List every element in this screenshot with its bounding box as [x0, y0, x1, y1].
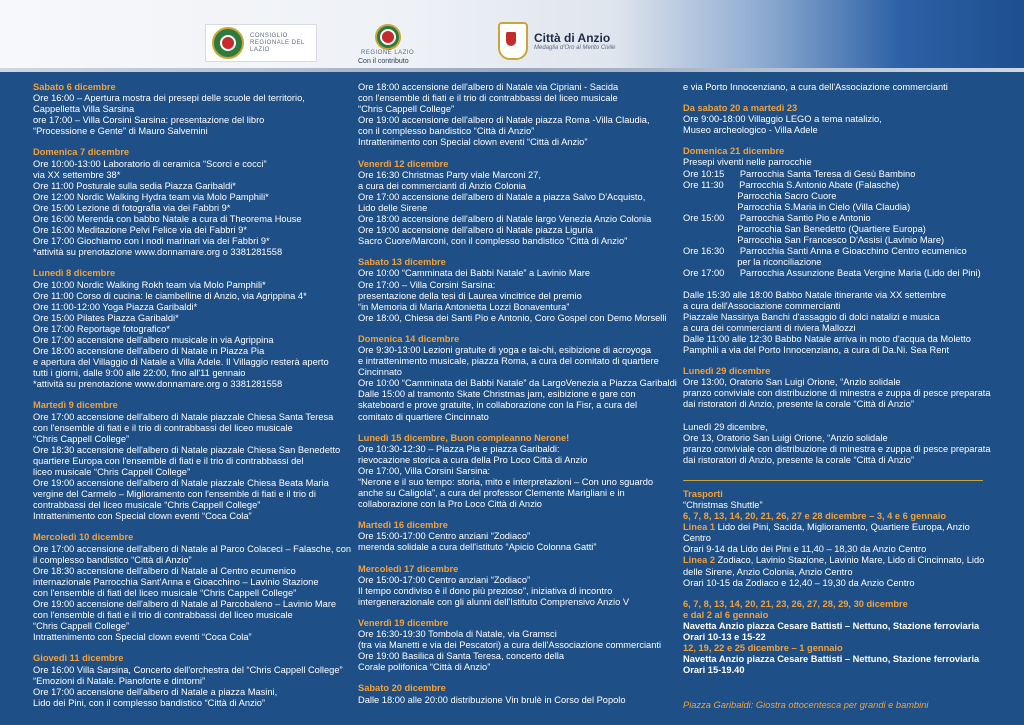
event-line: Ore 10:00 “Camminata dei Babbi Natale” a Lavinio Mare: [358, 268, 591, 279]
event-block: [683, 366, 993, 466]
program-content: [0, 82, 1024, 722]
footer-note: Piazza Garibaldi: Giostra ottocentesca per grandi e bambini: [683, 700, 929, 711]
event-line: Pamphili a via del Porto Innocenziano, a cura di Da.Ni. Sea Rent: [683, 344, 950, 355]
event-line: rievocazione storica a cura della Pro Loco Città di Anzio: [358, 454, 588, 465]
event-block: [33, 147, 353, 258]
event-block: [358, 564, 678, 608]
linea-1-label: Linea 1: [683, 522, 716, 533]
event-block: [683, 103, 993, 136]
event-line: Dalle 15:30 alle 18:00 Babbo Natale itinerante via XX settembre: [683, 289, 947, 300]
event-line: Ore 19:00 accensione dell'albero di Natale al Parcobaleno – Lavinio Mare: [33, 599, 337, 610]
event-line: Ore 19:00 accensione dell'albero di Natale piazza Liguria: [358, 225, 593, 236]
event-block: [33, 400, 353, 522]
event-line: Ore 18:30 accensione dell'albero di Natale al Centro ecumenico: [33, 565, 296, 576]
event-line: Cincinnato: [358, 367, 402, 378]
navetta-2: Navetta Anzio piazza Cesare Battisti – Nettuno, Stazione ferroviaria: [683, 654, 980, 665]
event-line: merenda solidale a cura dell'istituto “Apicio Colonna Gatti”: [358, 542, 597, 553]
event-block: [358, 257, 678, 324]
event-line: Lido dei Pini, con il complesso bandistico “Città di Anzio”: [33, 697, 266, 708]
event-line: Ore 18:00 accensione dell'albero di Natale in Piazza Pia: [33, 346, 265, 357]
event-line: “Nerone e il suo tempo: storia, mito e interpretazioni – Con uno sguardo: [358, 477, 654, 487]
event-line: Ore 10:00 Nordic Walking Rokh team via Molo Pamphili*: [33, 279, 266, 290]
trasporti-dates-1: 6, 7, 8, 13, 14, 20, 21, 26, 27 e 28 dicembre – 3, 4 e 6 gennaio: [683, 511, 947, 522]
regione-lazio-logo: [361, 24, 414, 57]
event-block: [358, 334, 678, 423]
event-block: [33, 653, 353, 708]
event-line: contrabbassi del liceo musicale “Chris Cappell College”: [33, 500, 261, 511]
event-line: Ore 18:00 accensione dell'albero di Natale via Cipriani - Sacida: [358, 82, 619, 92]
event-line: Ore 17:00 accensione dell'albero di Natale piazzale Chiesa Santa Teresa: [33, 411, 334, 422]
event-line: Ore 18:00 accensione dell'albero di Natale largo Venezia Anzio Colonia: [358, 214, 652, 225]
event-line: Intrattenimento con Special clown eventi “Città di Anzio”: [358, 137, 588, 148]
event-line: Ore 9:00-18:00 Villaggio LEGO a tema natalizio,: [683, 114, 882, 125]
event-block: [358, 683, 678, 705]
day-heading: Sabato 20 dicembre: [358, 683, 446, 694]
event-line: Lido delle Sirene: [358, 202, 428, 213]
event-line: e intrattenimento musicale, piazza Roma, a cura del comitato di quartiere: [358, 356, 659, 367]
event-line: quartiere Europa con l'ensemble di fiati e il trio di contrabbassi del: [33, 455, 304, 466]
column-1: [33, 82, 353, 709]
event-line: *attività su prenotazione www.donnamare.org o 3381281558: [33, 247, 283, 258]
event-line: Dalle 11:00 alle 12:30 Babbo Natale arriva in moto d'acqua da Moletto: [683, 333, 971, 344]
event-line: Ore 19:00 accensione dell'albero di Natale piazza Roma -Villa Claudia,: [358, 115, 650, 126]
event-line: con l'ensemble di fiati e il trio di contrabbassi del liceo musicale: [33, 422, 293, 433]
event-line: Parrocchia S.Maria in Cielo (Villa Claudia): [683, 201, 911, 212]
event-line: pranzo conviviale con distribuzione di minestra e zuppa di pesce preparata: [683, 443, 991, 454]
event-line: skateboard e prove gratuite, in collaborazione con la Fisr, a cura del: [358, 400, 638, 411]
day-heading: Giovedì 11 dicembre: [33, 653, 124, 664]
day-heading: Venerdì 19 dicembre: [358, 617, 449, 628]
event-line: intergenerazionale con gli alunni dell'Istituto Comprensivo Anzio V: [358, 596, 630, 607]
event-block: [683, 82, 993, 93]
event-line: collaborazione con la Pro Loco Città di Anzio: [358, 499, 542, 510]
event-line: Dalle 15:00 al tramonto Skate Christmas jam, esibizione e gare con: [358, 389, 636, 400]
event-line: Ore 10:00-13:00 Laboratorio di ceramica “Scorci e cocci”: [33, 158, 267, 169]
event-line: Ore 16:30 Christmas Party viale Marconi 27,: [358, 169, 541, 180]
day-heading: Sabato 13 dicembre: [358, 257, 446, 268]
event-block: [33, 532, 353, 643]
linea-1-cont: Centro: [683, 533, 711, 544]
event-line: internazionale Parrocchia Sant'Anna e Gioacchino – Lavinio Stazione: [33, 576, 319, 587]
consiglio-logo: [205, 24, 317, 62]
event-line: Ore 17:00 accensione dell'albero di Natale al Parco Colaceci – Falasche, con: [33, 543, 352, 554]
day-heading: Da sabato 20 a martedì 23: [683, 103, 798, 114]
day-heading: Lunedì 15 dicembre, Buon compleanno Nerone!: [358, 432, 570, 443]
event-line: a cura dei commercianti di riviera Mallozzi: [683, 322, 856, 333]
event-line: “Chris Cappell College”: [33, 433, 130, 444]
event-line: “Chris Cappell College”: [358, 104, 455, 115]
event-line: Ore 15:00-17:00 Centro anziani “Zodiaco”: [358, 574, 531, 585]
event-block: [683, 146, 993, 279]
event-line: Ore 17:00 accensione dell'albero di Natale a piazza Salvo D'Acquisto,: [358, 191, 646, 202]
event-line: tutti i giorni, dalle 9:00 alle 22:00, fino all'11 gennaio: [33, 368, 246, 379]
event-line: Ore 11:30 Parrocchia S.Antonio Abate (Falasche): [683, 179, 900, 190]
day-heading: Venerdì 12 dicembre: [358, 158, 449, 169]
event-line: Intrattenimento con Special clown eventi “Coca Cola”: [33, 511, 252, 522]
event-line: Ore 18:00, Chiesa dei Santi Pio e Antonio, Coro Gospel con Demo Morselli: [358, 312, 667, 323]
event-block: [358, 618, 678, 673]
trasporti-dates-3: 12, 19, 22 e 25 dicembre – 1 gennaio: [683, 643, 843, 654]
event-line: Corale polifonica “Città di Anzio”: [358, 662, 491, 673]
event-line: [683, 410, 993, 421]
day-heading: Domenica 21 dicembre: [683, 146, 785, 157]
event-line: Ore 10:15 Parrocchia Santa Teresa di Gesù Bambino: [683, 168, 916, 179]
event-line: Ore 16:00 Merenda con babbo Natale a cura di Theorema House: [33, 214, 302, 225]
event-line: Ore 17:00 – Villa Corsini Sarsina:: [358, 279, 496, 290]
event-line: il complesso bandistico “Città di Anzio”: [33, 554, 192, 565]
event-line: con l'ensemble di fiati e il trio di contrabbassi del liceo musicale: [33, 610, 293, 621]
event-line: ore 17:00 – Villa Corsini Sarsina: presentazione del libro: [33, 115, 265, 126]
event-line: a cura dell'Associazione commercianti: [683, 300, 841, 311]
event-line: comitato di quartiere Cincinnato: [358, 411, 489, 422]
anzio-name: Città di Anzio: [534, 31, 611, 45]
event-line: Ore 18:30 accensione dell'albero di Natale piazzale Chiesa San Benedetto: [33, 444, 341, 455]
column-3-events: [683, 82, 993, 466]
event-line: Parrocchia Sacro Cuore: [683, 190, 837, 201]
event-line: per la riconciliazione: [683, 257, 822, 268]
event-line: Ore 13:00, Oratorio San Luigi Orione, “Anzio solidale: [683, 377, 901, 388]
event-line: dai ristoratori di Anzio, presente la corale “Città di Anzio”: [683, 399, 914, 410]
event-line: Ore 15:00-17:00 Centro anziani “Zodiaco”: [358, 531, 531, 542]
anzio-crest-icon: [498, 22, 528, 60]
event-line: Ore 17:00 Giochiamo con i nodi marinari via dei Fabbri 9*: [33, 236, 270, 247]
event-block: [358, 82, 678, 149]
linea-1-text: Lido dei Pini, Sacida, Miglioramento, Quartiere Europa, Anzio: [715, 522, 970, 533]
event-line: Ore 16:00 – Apertura mostra dei presepi delle scuole del territorio,: [33, 93, 305, 104]
event-line: Parrocchia San Benedetto (Quartiere Europa): [683, 224, 926, 235]
navetta-1: Navetta Anzio piazza Cesare Battisti – Nettuno, Stazione ferroviaria: [683, 620, 980, 631]
event-line: dai ristoratori di Anzio, presente la corale “Città di Anzio”: [683, 454, 914, 465]
event-line: Museo archeologico - Villa Adele: [683, 125, 818, 136]
column-2: [358, 82, 678, 706]
day-heading: Lunedì 29 dicembre: [683, 366, 771, 377]
event-line: e apertura del Villaggio di Natale a Villa Adele. Il Villaggio resterà aperto: [33, 357, 329, 368]
consiglio-text: CONSIGLIO REGIONALE DEL LAZIO: [250, 32, 305, 53]
event-line: con l'ensemble di fiati e il trio di contrabbassi del liceo musicale: [358, 93, 618, 104]
event-block: [683, 290, 993, 357]
event-block: [358, 159, 678, 248]
event-line: via XX settembre 38*: [33, 169, 121, 180]
event-line: liceo musicale “Chris Cappell College”: [33, 467, 191, 477]
event-line: “Emozioni di Natale. Pianoforte e dintorni”: [33, 675, 206, 686]
event-line: Ore 13, Oratorio San Luigi Orione, “Anzio solidale: [683, 432, 888, 443]
event-line: Parrocchia San Francesco D'Assisi (Lavinio Mare): [683, 235, 945, 246]
event-line: Ore 11:00-12:00 Yoga Piazza Garibaldi*: [33, 301, 198, 312]
divider: [683, 480, 983, 481]
event-line: Ore 16:30-19:30 Tombola di Natale, via Gramsci: [358, 629, 557, 640]
event-line: Intrattenimento con Special clown eventi “Coca Cola”: [33, 632, 252, 643]
orari-3: Orari 10-13 e 15-22: [683, 632, 766, 643]
event-line: Lunedì 29 dicembre,: [683, 421, 768, 432]
event-line: Ore 17:00 Parrocchia Assunzione Beata Vergine Maria (Lido dei Pini): [683, 268, 981, 279]
event-block: [358, 520, 678, 553]
event-line: Presepi viventi nelle parrocchie: [683, 157, 812, 168]
event-line: Ore 17:00 Reportage fotografico*: [33, 323, 170, 334]
event-line: con il complesso bandistico “Città di Anzio”: [358, 126, 535, 137]
event-line: Ore 15:00 Pilates Piazza Garibaldi*: [33, 312, 179, 323]
event-line: Ore 11:00 Corso di cucina: le ciambelline di Anzio, via Agrippina 4*: [33, 290, 307, 301]
event-line: Sacro Cuore/Marconi, con il complesso bandistico “Città di Anzio”: [358, 236, 628, 247]
event-line: Ore 17:00 accensione dell'albero musicale in via Agrippina: [33, 334, 274, 345]
trasporti-dates-2a: 6, 7, 8, 13, 14, 20, 21, 23, 26, 27, 28, 29, 30 dicembre: [683, 598, 908, 609]
event-line: Ore 16:30 Parrocchia Santi Anna e Gioacchino Centro ecumenico: [683, 246, 967, 257]
event-line: Ore 11:00 Posturale sulla sedia Piazza Garibaldi*: [33, 180, 236, 191]
trasporti-section: [683, 489, 993, 677]
event-line: “in Memoria di Maria Antonietta Lozzi Bonaventura”: [358, 301, 570, 312]
regione-text: REGIONE LAZIO: [361, 50, 415, 56]
event-line: Ore 12:00 Nordic Walking Hydra team via Molo Pamphili*: [33, 191, 269, 202]
day-heading: Mercoledì 17 dicembre: [358, 563, 459, 574]
event-line: (tra via Manetti e via dei Pescatori) a cura dell'Associazione commercianti: [358, 640, 662, 651]
event-line: Ore 17:00 accensione dell'albero di Natale a piazza Masini,: [33, 686, 278, 697]
consiglio-seal-icon: [212, 27, 244, 59]
event-line: “Chris Cappell College”: [33, 621, 130, 632]
day-heading: Domenica 7 dicembre: [33, 147, 130, 158]
event-line: Cappelletta Villa Sarsina: [33, 104, 135, 115]
event-block: [358, 433, 678, 511]
event-line: Ore 19:00 Basilica di Santa Teresa, concerto della: [358, 651, 565, 662]
trasporti-dates-2b: e dal 2 al 6 gennaio: [683, 609, 769, 620]
linea-2-label: Linea 2: [683, 555, 716, 566]
day-heading: Mercoledì 10 dicembre: [33, 532, 134, 543]
linea-2-cont: delle Sirene, Anzio Colonia, Anzio Centro: [683, 566, 853, 577]
event-line: Ore 17:00, Villa Corsini Sarsina:: [358, 465, 491, 476]
day-heading: Domenica 14 dicembre: [358, 333, 460, 344]
event-line: presentazione della tesi di Laurea vincitrice del premio: [358, 290, 582, 301]
trasporti-subtitle: “Christmas Shuttle”: [683, 500, 763, 510]
orari-4: Orari 15-19.40: [683, 665, 745, 676]
linea-2-text: Zodiaco, Lavinio Stazione, Lavinio Mare, Lido di Cincinnato, Lido: [715, 555, 985, 566]
event-line: Dalle 18:00 alle 20:00 distribuzione Vin brulè in Corso del Popolo: [358, 694, 626, 705]
event-line: anche su Caligola”, a cura del professor Clemente Marigliani e in: [358, 488, 625, 499]
event-line: vergine del Carmelo – Miglioramento con l'ensemble di fiati e il trio di: [33, 489, 316, 500]
event-line: Ore 15:00 Lezione di fotografia via dei Fabbri 9*: [33, 202, 231, 213]
event-block: [33, 268, 353, 390]
event-line: Ore 15:00 Parrocchia Santio Pio e Antonio: [683, 212, 871, 223]
event-line: Ore 10:30-12:30 – Piazza Pia e piazza Garibaldi:: [358, 443, 560, 454]
column-3: [683, 82, 993, 712]
event-line: Piazzale Nassiriya Banchi d'assaggio di dolci natalizi e musica: [683, 311, 940, 322]
day-heading: Martedì 9 dicembre: [33, 400, 118, 411]
event-line: Ore 19:00 accensione dell'albero di Natale piazzale Chiesa Beata Maria: [33, 478, 329, 489]
anzio-logo: [498, 22, 616, 60]
event-line: Ore 16:00 Meditazione Pelvi Felice via dei Fabbri 9*: [33, 225, 247, 236]
event-line: Ore 10:00 “Camminata dei Babbi Natale” da LargoVenezia a Piazza Garibaldi: [358, 378, 677, 389]
event-line: a cura dei commercianti di Anzio Colonia: [358, 180, 526, 191]
trasporti-title: Trasporti: [683, 488, 723, 499]
event-line: “Processione e Gente” di Mauro Salvemini: [33, 126, 208, 137]
contributo-label: Con il contributo: [358, 58, 409, 65]
event-line: Ore 16:00 Villa Sarsina, Concerto dell'orchestra del “Chris Cappell College”: [33, 664, 343, 675]
orari-1: Orari 9-14 da Lido dei Pini e 11,40 – 18,30 da Anzio Centro: [683, 544, 927, 555]
regione-seal-icon: [375, 24, 401, 50]
day-heading: Lunedì 8 dicembre: [33, 268, 116, 279]
event-line: Ore 9:30-13:00 Lezioni gratuite di yoga e tai-chi, esibizione di acroyoga: [358, 344, 652, 355]
event-line: con l'ensemble di fiati del liceo musicale “Chris Cappell College”: [33, 587, 297, 598]
event-line: pranzo conviviale con distribuzione di minestra e zuppa di pesce preparata: [683, 388, 991, 399]
event-block: [33, 82, 353, 137]
event-line: *attività su prenotazione www.donnamare.org o 3381281558: [33, 379, 283, 390]
event-line: e via Porto Innocenziano, a cura dell'Associazione commercianti: [683, 82, 948, 92]
anzio-subtitle: Medaglia d'Oro al Merito Civile: [534, 45, 616, 51]
event-line: Il tempo condiviso è il dono più prezioso”, iniziativa di incontro: [358, 585, 613, 596]
orari-2: Orari 10-15 da Zodiaco e 12,40 – 19,30 da Anzio Centro: [683, 577, 915, 588]
day-heading: Sabato 6 dicembre: [33, 82, 116, 92]
day-heading: Martedì 16 dicembre: [358, 520, 448, 531]
